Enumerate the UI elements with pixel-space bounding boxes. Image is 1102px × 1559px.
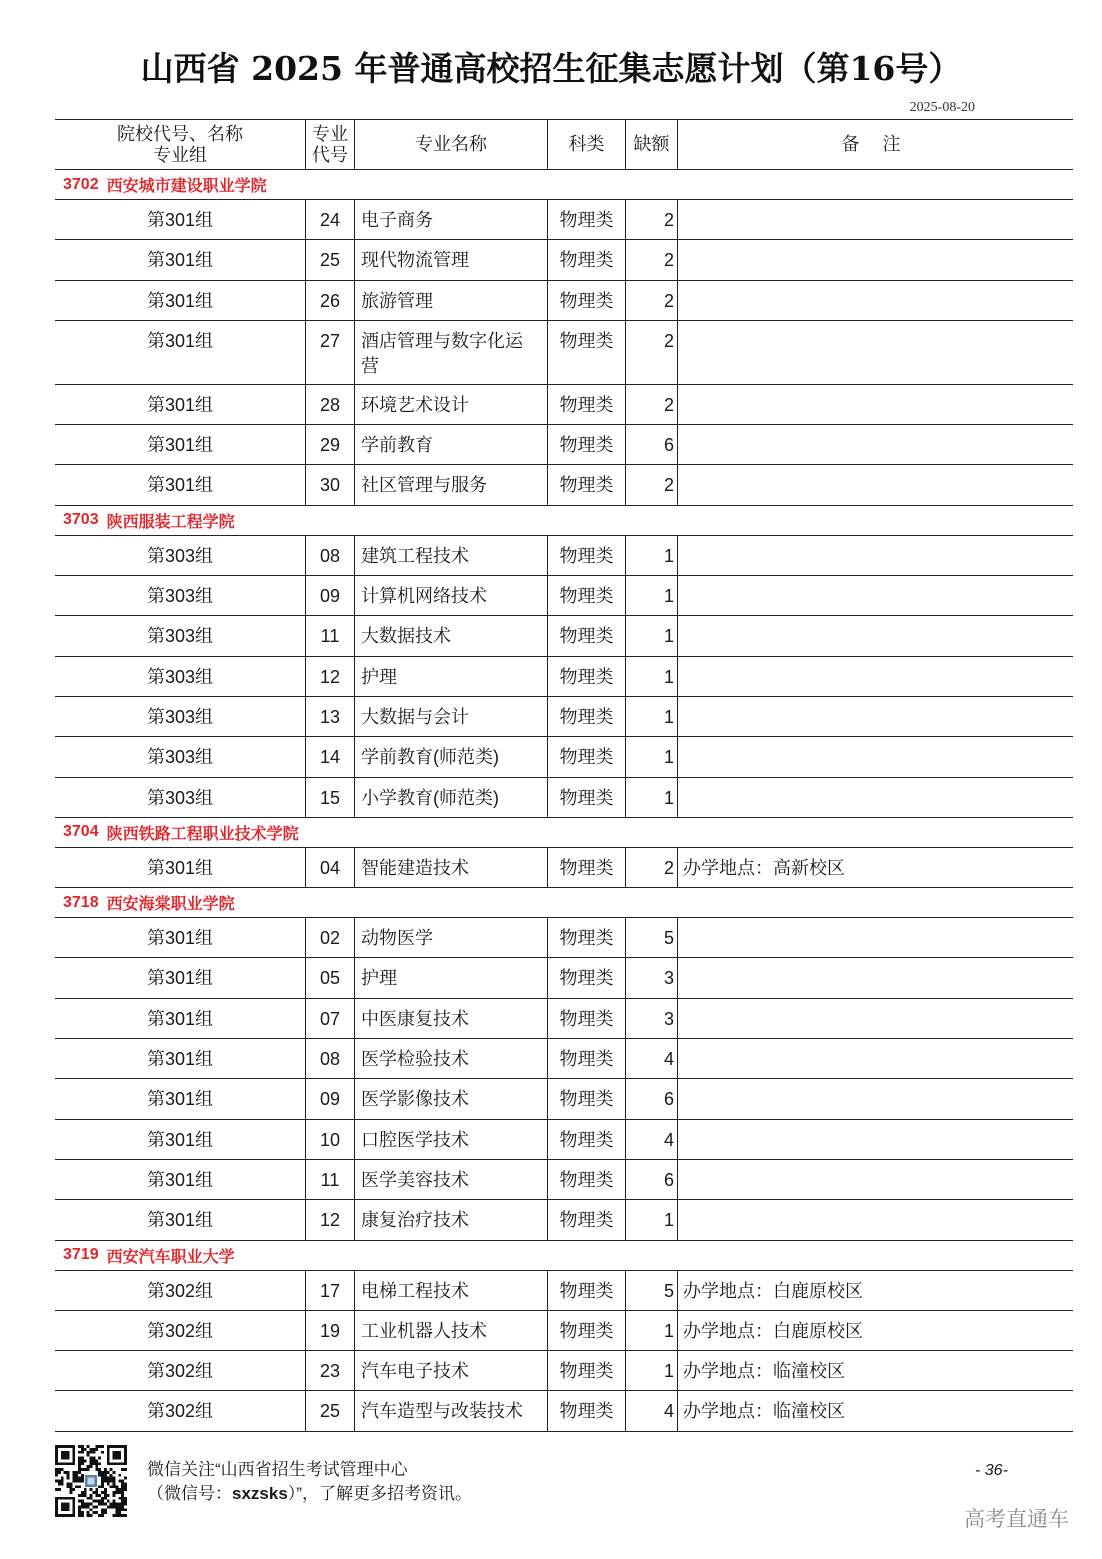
- page-number: - 36-: [975, 1462, 1008, 1479]
- qr-finder-top-left: [55, 1445, 75, 1465]
- cell-remarks: [677, 1160, 1073, 1199]
- table-row: [55, 281, 1073, 321]
- cell-remarks: [677, 576, 1073, 615]
- cell-category: 物理类: [547, 1311, 625, 1350]
- cell-category: 物理类: [547, 999, 625, 1038]
- cell-major-code: 12: [305, 1200, 354, 1239]
- cell-group: 第301组: [146, 1129, 214, 1150]
- cell-major-name: 工业机器人技术: [354, 1311, 547, 1350]
- table-row: [55, 958, 1073, 998]
- cell-remarks: [677, 958, 1073, 997]
- cell-category: 物理类: [547, 737, 625, 776]
- cell-remarks: 办学地点：临潼校区: [677, 1391, 1073, 1430]
- cell-major-code: 24: [305, 200, 354, 239]
- cell-major-name: 大数据与会计: [354, 697, 547, 736]
- cell-remarks: [677, 240, 1073, 279]
- header-remarks-label: 备 注: [841, 134, 910, 154]
- table-row: [55, 1079, 1073, 1119]
- cell-vacancy: 6: [625, 1079, 677, 1118]
- cell-category: 物理类: [547, 1351, 625, 1390]
- school-name: 西安汽车职业大学: [106, 1248, 235, 1266]
- cell-group: 第303组: [146, 787, 214, 808]
- cell-group: 第303组: [146, 747, 214, 768]
- cell-vacancy: 5: [625, 918, 677, 957]
- cell-vacancy: 4: [625, 1039, 677, 1078]
- footer-wechat-line1: 微信关注“山西省招生考试管理中心: [147, 1460, 408, 1479]
- cell-group: 第301组: [146, 857, 214, 878]
- school-header-row: [55, 170, 1073, 200]
- cell-remarks: [677, 321, 1073, 384]
- cell-major-code: 11: [305, 616, 354, 655]
- cell-major-code: 25: [305, 240, 354, 279]
- cell-vacancy: 3: [625, 999, 677, 1038]
- table-row: [55, 657, 1073, 697]
- cell-category: 物理类: [547, 958, 625, 997]
- cell-vacancy: 5: [625, 1271, 677, 1310]
- cell-category: 物理类: [547, 848, 625, 887]
- cell-group: 第301组: [146, 1210, 214, 1231]
- cell-group: 第301组: [146, 968, 214, 989]
- table-row: [55, 200, 1073, 240]
- school-header-row: [55, 888, 1073, 918]
- cell-vacancy: 1: [625, 697, 677, 736]
- cell-remarks: [677, 1039, 1073, 1078]
- school-header-row: [55, 506, 1073, 536]
- qr-finder-bottom-left: [55, 1497, 75, 1517]
- header-category-label: 科类: [568, 134, 605, 154]
- cell-group: 第303组: [146, 626, 214, 647]
- cell-major-code: 04: [305, 848, 354, 887]
- table-row: [55, 1120, 1073, 1160]
- cell-remarks: [677, 425, 1073, 464]
- cell-vacancy: 2: [625, 465, 677, 504]
- cell-category: 物理类: [547, 576, 625, 615]
- cell-major-name: 护理: [354, 657, 547, 696]
- footer-line2-prefix: （微信号：: [147, 1484, 232, 1503]
- table-row: [55, 1351, 1073, 1391]
- cell-vacancy: 1: [625, 536, 677, 575]
- cell-vacancy: 1: [625, 1311, 677, 1350]
- page-title: 山西省 2025 年普通高校招生征集志愿计划（第16号）: [140, 49, 962, 88]
- footer-line2-suffix: ）”，了解更多招考资讯。: [287, 1484, 472, 1503]
- cell-major-code: 23: [305, 1351, 354, 1390]
- cell-vacancy: 2: [625, 240, 677, 279]
- cell-major-code: 19: [305, 1311, 354, 1350]
- cell-remarks: 办学地点：临潼校区: [677, 1351, 1073, 1390]
- cell-remarks: [677, 616, 1073, 655]
- table-body: [55, 170, 1073, 1432]
- cell-major-name: 医学检验技术: [354, 1039, 547, 1078]
- cell-major-code: 28: [305, 385, 354, 424]
- table-row: [55, 536, 1073, 576]
- cell-category: 物理类: [547, 778, 625, 817]
- table-row: [55, 697, 1073, 737]
- cell-remarks: [677, 385, 1073, 424]
- qr-code-icon: [55, 1445, 127, 1517]
- table-row: [55, 385, 1073, 425]
- cell-vacancy: 2: [625, 281, 677, 320]
- cell-major-name: 现代物流管理: [354, 240, 547, 279]
- cell-major-code: 17: [305, 1271, 354, 1310]
- table-row: [55, 1271, 1073, 1311]
- cell-major-name: 汽车电子技术: [354, 1351, 547, 1390]
- cell-group: 第301组: [146, 435, 214, 456]
- publish-date: 2025-08-20: [909, 100, 975, 115]
- header-school-group: [55, 120, 305, 169]
- school-name: 陕西服装工程学院: [106, 513, 235, 531]
- header-code-line2: 代号: [312, 144, 348, 165]
- table-row: [55, 1160, 1073, 1200]
- table-row: [55, 1039, 1073, 1079]
- table-row: [55, 999, 1073, 1039]
- cell-category: 物理类: [547, 697, 625, 736]
- cell-category: 物理类: [547, 1160, 625, 1199]
- cell-major-name: 康复治疗技术: [354, 1200, 547, 1239]
- cell-category: 物理类: [547, 536, 625, 575]
- cell-group: 第301组: [146, 250, 214, 271]
- cell-major-code: 14: [305, 737, 354, 776]
- cell-group: 第301组: [146, 394, 214, 415]
- cell-major-code: 10: [305, 1120, 354, 1159]
- cell-remarks: [677, 1200, 1073, 1239]
- table-row: [55, 465, 1073, 505]
- cell-major-name: 大数据技术: [354, 616, 547, 655]
- header-school-label: 院校代号、名称: [117, 123, 243, 144]
- cell-category: 物理类: [547, 465, 625, 504]
- cell-major-name: 电子商务: [354, 200, 547, 239]
- cell-major-code: 08: [305, 1039, 354, 1078]
- table-row: [55, 576, 1073, 616]
- header-major-label: 专业名称: [415, 134, 487, 154]
- cell-major-name: 计算机网络技术: [354, 576, 547, 615]
- cell-remarks: [677, 536, 1073, 575]
- footer-wechat-line2: [147, 1483, 472, 1505]
- cell-major-code: 15: [305, 778, 354, 817]
- cell-category: 物理类: [547, 1200, 625, 1239]
- school-header-row: [55, 818, 1073, 848]
- school-code: 3702: [63, 175, 99, 193]
- cell-vacancy: 2: [625, 848, 677, 887]
- cell-group: 第301组: [146, 1169, 214, 1190]
- table-row: [55, 918, 1073, 958]
- cell-group: 第303组: [146, 586, 214, 607]
- header-vacancy: [625, 120, 677, 169]
- header-code-line1: 专业: [312, 123, 348, 144]
- cell-remarks: 办学地点：高新校区: [677, 848, 1073, 887]
- cell-vacancy: 2: [625, 385, 677, 424]
- header-remarks: [677, 120, 1073, 169]
- cell-major-code: 26: [305, 281, 354, 320]
- cell-major-name: 学前教育(师范类): [354, 737, 547, 776]
- cell-category: 物理类: [547, 616, 625, 655]
- school-code: 3719: [63, 1246, 99, 1264]
- cell-major-name: 社区管理与服务: [354, 465, 547, 504]
- cell-remarks: [677, 778, 1073, 817]
- cell-major-name: 电梯工程技术: [354, 1271, 547, 1310]
- header-vacancy-label: 缺额: [633, 134, 670, 154]
- cell-category: 物理类: [547, 918, 625, 957]
- cell-vacancy: 1: [625, 576, 677, 615]
- table-row: [55, 778, 1073, 818]
- cell-vacancy: 1: [625, 737, 677, 776]
- table-row: [55, 737, 1073, 777]
- table-row: [55, 848, 1073, 888]
- cell-major-name: 口腔医学技术: [354, 1120, 547, 1159]
- cell-category: 物理类: [547, 321, 625, 384]
- cell-vacancy: 6: [625, 1160, 677, 1199]
- cell-vacancy: 1: [625, 1351, 677, 1390]
- cell-category: 物理类: [547, 1079, 625, 1118]
- table-row: [55, 1200, 1073, 1240]
- cell-category: 物理类: [547, 1391, 625, 1430]
- cell-major-code: 27: [305, 321, 354, 384]
- cell-category: 物理类: [547, 281, 625, 320]
- cell-major-code: 05: [305, 958, 354, 997]
- cell-major-code: 09: [305, 576, 354, 615]
- cell-major-code: 08: [305, 536, 354, 575]
- cell-vacancy: 1: [625, 616, 677, 655]
- cell-major-name: 智能建造技术: [354, 848, 547, 887]
- school-code: 3718: [63, 893, 99, 911]
- cell-major-code: 09: [305, 1079, 354, 1118]
- cell-major-code: 13: [305, 697, 354, 736]
- table-row: [55, 1311, 1073, 1351]
- table-row: [55, 425, 1073, 465]
- cell-major-code: 29: [305, 425, 354, 464]
- cell-major-name: 中医康复技术: [354, 999, 547, 1038]
- school-code: 3703: [63, 511, 99, 529]
- footer-wechat-account: sxzsks: [232, 1484, 288, 1503]
- cell-group: 第302组: [146, 1361, 214, 1382]
- table-header-row: [55, 119, 1073, 170]
- cell-category: 物理类: [547, 200, 625, 239]
- cell-group: 第301组: [146, 475, 214, 496]
- cell-major-code: 12: [305, 657, 354, 696]
- cell-vacancy: 2: [625, 321, 677, 384]
- cell-major-code: 02: [305, 918, 354, 957]
- cell-major-code: 11: [305, 1160, 354, 1199]
- cell-group: 第302组: [146, 1320, 214, 1341]
- cell-remarks: [677, 697, 1073, 736]
- table-row: [55, 240, 1073, 280]
- cell-vacancy: 4: [625, 1120, 677, 1159]
- cell-vacancy: 1: [625, 657, 677, 696]
- cell-category: 物理类: [547, 657, 625, 696]
- cell-group: 第301组: [146, 290, 214, 311]
- header-major-code: [305, 120, 354, 169]
- cell-remarks: [677, 281, 1073, 320]
- cell-vacancy: 1: [625, 778, 677, 817]
- cell-major-name: 动物医学: [354, 918, 547, 957]
- cell-vacancy: 2: [625, 200, 677, 239]
- cell-group: 第301组: [146, 1089, 214, 1110]
- cell-remarks: [677, 200, 1073, 239]
- cell-remarks: [677, 1120, 1073, 1159]
- school-header-row: [55, 1241, 1073, 1271]
- cell-group: 第302组: [146, 1280, 214, 1301]
- cell-major-name: 医学美容技术: [354, 1160, 547, 1199]
- cell-group: 第303组: [146, 706, 214, 727]
- cell-group: 第301组: [146, 928, 214, 949]
- cell-vacancy: 4: [625, 1391, 677, 1430]
- header-category: [547, 120, 625, 169]
- header-major-name: [354, 120, 547, 169]
- cell-category: 物理类: [547, 1271, 625, 1310]
- cell-major-code: 30: [305, 465, 354, 504]
- cell-major-code: 07: [305, 999, 354, 1038]
- cell-vacancy: 6: [625, 425, 677, 464]
- cell-remarks: [677, 999, 1073, 1038]
- header-group-label: 专业组: [153, 144, 207, 165]
- cell-group: 第301组: [146, 1049, 214, 1070]
- cell-major-name: 小学教育(师范类): [354, 778, 547, 817]
- school-code: 3704: [63, 823, 99, 841]
- cell-group: 第301组: [146, 1008, 214, 1029]
- table-row: [55, 616, 1073, 656]
- cell-group: 第301组: [146, 330, 214, 351]
- cell-group: 第303组: [146, 666, 214, 687]
- cell-group: 第303组: [146, 545, 214, 566]
- cell-major-name: 汽车造型与改装技术: [354, 1391, 547, 1430]
- cell-major-name: 建筑工程技术: [354, 536, 547, 575]
- cell-category: 物理类: [547, 425, 625, 464]
- plan-table: [55, 119, 1073, 1432]
- cell-major-name: 学前教育: [354, 425, 547, 464]
- cell-remarks: 办学地点：白鹿原校区: [677, 1271, 1073, 1310]
- cell-group: 第302组: [146, 1401, 214, 1422]
- cell-remarks: [677, 657, 1073, 696]
- cell-major-code: 25: [305, 1391, 354, 1430]
- cell-major-name: 医学影像技术: [354, 1079, 547, 1118]
- school-name: 西安城市建设职业学院: [106, 178, 267, 195]
- cell-remarks: [677, 918, 1073, 957]
- cell-group: 第301组: [146, 210, 214, 230]
- cell-major-name: 护理: [354, 958, 547, 997]
- cell-category: 物理类: [547, 385, 625, 424]
- watermark: 高考直通车: [964, 1508, 1069, 1531]
- cell-category: 物理类: [547, 240, 625, 279]
- cell-remarks: [677, 737, 1073, 776]
- cell-major-name: 旅游管理: [354, 281, 547, 320]
- table-row: [55, 1391, 1073, 1431]
- cell-vacancy: 3: [625, 958, 677, 997]
- table-row: [55, 321, 1073, 385]
- cell-remarks: 办学地点：白鹿原校区: [677, 1311, 1073, 1350]
- school-name: 陕西铁路工程职业技术学院: [106, 825, 299, 843]
- cell-major-name: 酒店管理与数字化运营: [354, 321, 547, 384]
- cell-category: 物理类: [547, 1039, 625, 1078]
- qr-finder-top-right: [107, 1445, 127, 1465]
- cell-major-name: 环境艺术设计: [354, 385, 547, 424]
- cell-vacancy: 1: [625, 1200, 677, 1239]
- cell-remarks: [677, 465, 1073, 504]
- qr-center-logo-icon: [84, 1474, 98, 1488]
- cell-category: 物理类: [547, 1120, 625, 1159]
- school-name: 西安海棠职业学院: [106, 896, 235, 914]
- cell-remarks: [677, 1079, 1073, 1118]
